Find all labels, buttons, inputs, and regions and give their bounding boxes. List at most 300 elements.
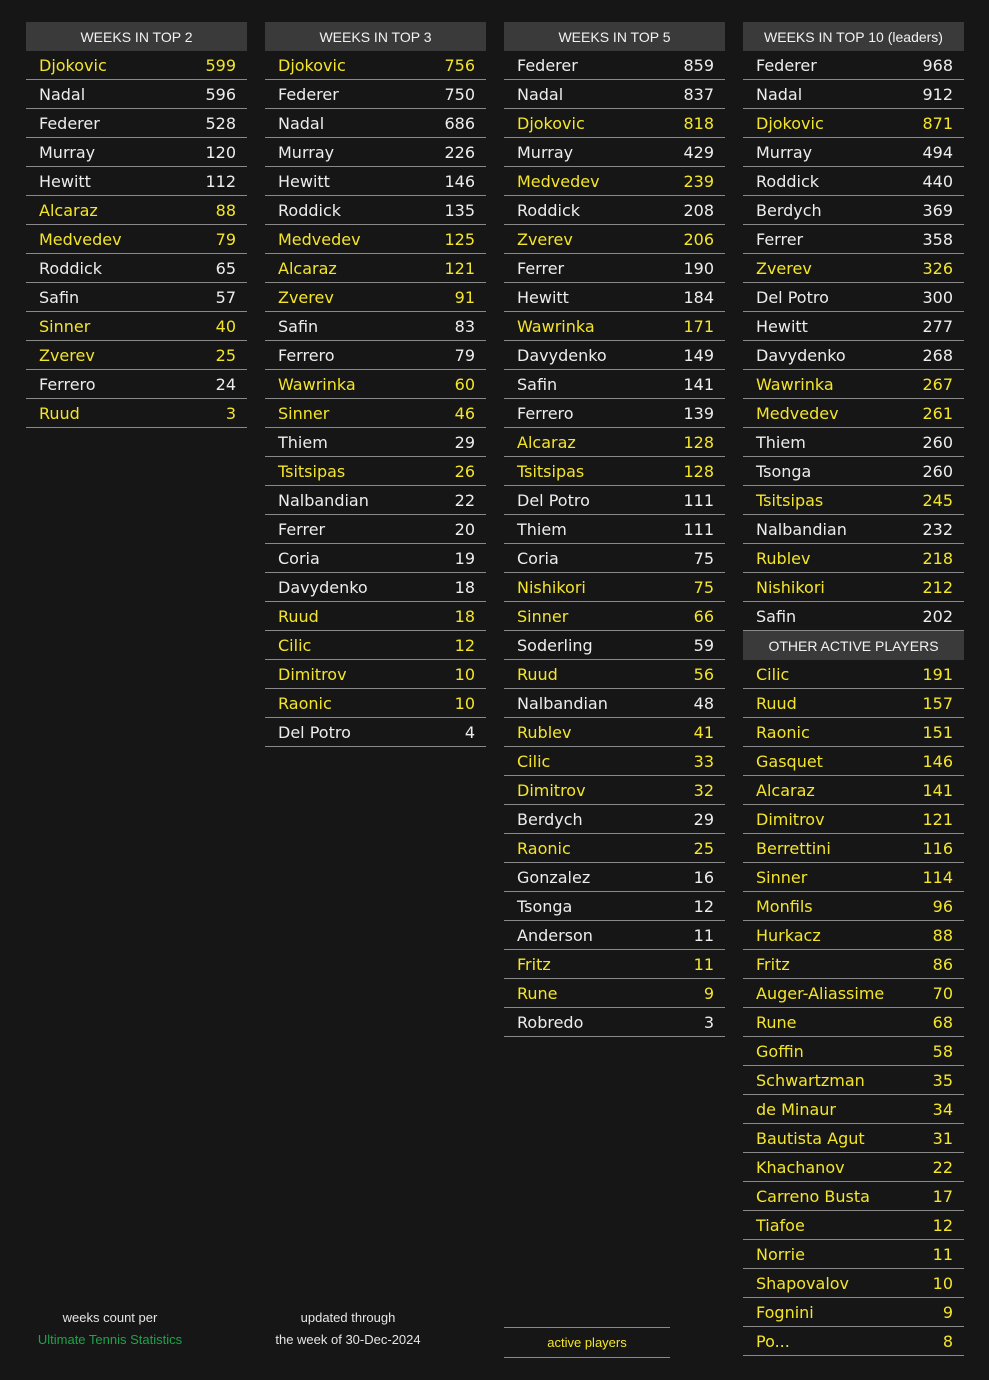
table-row (504, 515, 725, 544)
weeks-count: 9 (703, 983, 714, 1003)
table-row (743, 892, 964, 921)
player-name: Hewitt (517, 287, 569, 307)
weeks-count: 226 (444, 142, 475, 162)
weeks-count: 818 (683, 113, 714, 133)
table-row (504, 341, 725, 370)
player-name: Berdych (756, 200, 822, 220)
weeks-count: 300 (922, 287, 953, 307)
weeks-count: 22 (932, 1157, 953, 1177)
table-row (265, 689, 486, 718)
table-row (743, 602, 964, 631)
table-row (743, 1298, 964, 1327)
table-row (504, 834, 725, 863)
weeks-count: 239 (683, 171, 714, 191)
updated-line1: updated through (300, 1310, 396, 1325)
player-name: Po... (756, 1331, 790, 1351)
weeks-count: 22 (454, 490, 475, 510)
weeks-count: 139 (683, 403, 714, 423)
player-name: Goffin (756, 1041, 804, 1061)
player-name: Murray (517, 142, 574, 162)
weeks-count: 60 (454, 374, 475, 394)
weeks-count: 88 (215, 200, 236, 220)
table-row (743, 1037, 964, 1066)
top10-table (743, 22, 964, 1356)
player-name: Robredo (517, 1012, 584, 1032)
weeks-count: 86 (932, 954, 953, 974)
table-row (265, 718, 486, 747)
weeks-count: 33 (693, 751, 714, 771)
weeks-count: 88 (932, 925, 953, 945)
player-name: Ruud (517, 664, 558, 684)
weeks-count: 59 (693, 635, 714, 655)
weeks-count: 267 (922, 374, 953, 394)
weeks-count: 17 (932, 1186, 953, 1206)
table-row (743, 457, 964, 486)
player-name: Fritz (756, 954, 790, 974)
table-row (504, 950, 725, 979)
player-name: Murray (756, 142, 813, 162)
weeks-count: 35 (932, 1070, 953, 1090)
weeks-count: 79 (454, 345, 475, 365)
weeks-count: 494 (922, 142, 953, 162)
weeks-count: 29 (454, 432, 475, 452)
table-row (504, 631, 725, 660)
top3-header: WEEKS IN TOP 3 (265, 22, 486, 51)
table-row (504, 660, 725, 689)
table-row (265, 51, 486, 80)
weeks-count: 326 (922, 258, 953, 278)
player-name: Djokovic (278, 55, 346, 75)
player-name: Thiem (517, 519, 567, 539)
weeks-count: 191 (922, 664, 953, 684)
player-name: Raonic (517, 838, 571, 858)
player-name: Coria (278, 548, 320, 568)
table-row (26, 109, 247, 138)
table-row (743, 167, 964, 196)
top5-header: WEEKS IN TOP 5 (504, 22, 725, 51)
table-row (265, 80, 486, 109)
weeks-count: 599 (205, 55, 236, 75)
player-name: Federer (278, 84, 339, 104)
player-name: Dimitrov (278, 664, 347, 684)
table-row (504, 428, 725, 457)
table-row (265, 428, 486, 457)
weeks-count: 8 (942, 1331, 953, 1351)
player-name: Nalbandian (278, 490, 369, 510)
weeks-count: 120 (205, 142, 236, 162)
weeks-count: 65 (215, 258, 236, 278)
player-name: Ferrero (517, 403, 574, 423)
table-row (265, 138, 486, 167)
player-name: Zverev (517, 229, 573, 249)
table-row (743, 950, 964, 979)
player-name: Davydenko (278, 577, 368, 597)
table-row (743, 689, 964, 718)
source-link[interactable]: Ultimate Tennis Statistics (37, 1332, 183, 1347)
player-name: Alcaraz (517, 432, 576, 452)
player-name: Soderling (517, 635, 593, 655)
player-name: Rune (756, 1012, 797, 1032)
table-row (504, 573, 725, 602)
weeks-count: 128 (683, 432, 714, 452)
player-name: Nadal (39, 84, 86, 104)
player-name: Del Potro (278, 722, 351, 742)
table-row (26, 399, 247, 428)
player-name: Wawrinka (756, 374, 834, 394)
table-row (743, 544, 964, 573)
player-name: Medvedev (756, 403, 839, 423)
player-name: Nadal (278, 113, 325, 133)
table-row (265, 573, 486, 602)
player-name: Anderson (517, 925, 593, 945)
weeks-count: 277 (922, 316, 953, 336)
weeks-count: 70 (932, 983, 953, 1003)
player-name: Thiem (756, 432, 806, 452)
table-row (743, 341, 964, 370)
table-row (504, 892, 725, 921)
table-row (743, 80, 964, 109)
weeks-count: 260 (922, 461, 953, 481)
player-name: Nadal (756, 84, 803, 104)
weeks-count: 111 (683, 490, 714, 510)
weeks-count: 66 (693, 606, 714, 626)
player-name: Rune (517, 983, 558, 1003)
top3-rows (265, 51, 486, 747)
weeks-count: 24 (215, 374, 236, 394)
table-row (26, 196, 247, 225)
player-name: Fritz (517, 954, 551, 974)
weeks-count: 3 (703, 1012, 714, 1032)
player-name: Norrie (756, 1244, 805, 1264)
weeks-count: 31 (932, 1128, 953, 1148)
weeks-count: 32 (693, 780, 714, 800)
player-name: Wawrinka (278, 374, 356, 394)
table-row (743, 51, 964, 80)
player-name: Federer (756, 55, 817, 75)
table-row (743, 486, 964, 515)
table-row (265, 254, 486, 283)
weeks-count: 151 (922, 722, 953, 742)
table-row (265, 370, 486, 399)
weeks-count: 79 (215, 229, 236, 249)
table-row (504, 399, 725, 428)
weeks-count: 859 (683, 55, 714, 75)
weeks-count: 750 (444, 84, 475, 104)
weeks-count: 135 (444, 200, 475, 220)
player-name: Ruud (39, 403, 80, 423)
table-row (743, 1095, 964, 1124)
weeks-count: 4 (464, 722, 475, 742)
table-row (504, 225, 725, 254)
weeks-count: 149 (683, 345, 714, 365)
player-name: Medvedev (278, 229, 361, 249)
player-name: Del Potro (517, 490, 590, 510)
weeks-count: 141 (683, 374, 714, 394)
weeks-count: 440 (922, 171, 953, 191)
table-row (265, 225, 486, 254)
weeks-count: 146 (922, 751, 953, 771)
weeks-count: 128 (683, 461, 714, 481)
weeks-count: 48 (693, 693, 714, 713)
player-name: Murray (39, 142, 96, 162)
weeks-count: 157 (922, 693, 953, 713)
table-row (743, 428, 964, 457)
player-name: Monfils (756, 896, 813, 916)
weeks-count: 11 (693, 925, 714, 945)
player-name: Sinner (517, 606, 569, 626)
player-name: Ruud (278, 606, 319, 626)
weeks-count: 837 (683, 84, 714, 104)
table-row (26, 167, 247, 196)
table-row (504, 776, 725, 805)
updated-note (265, 1310, 431, 1347)
weeks-count: 218 (922, 548, 953, 568)
weeks-count: 18 (454, 577, 475, 597)
weeks-count: 125 (444, 229, 475, 249)
table-row (26, 138, 247, 167)
weeks-count: 29 (693, 809, 714, 829)
player-name: Zverev (756, 258, 812, 278)
weeks-count: 111 (683, 519, 714, 539)
weeks-count: 3 (225, 403, 236, 423)
player-name: Safin (39, 287, 80, 307)
player-name: Nishikori (756, 577, 825, 597)
weeks-count: 121 (444, 258, 475, 278)
weeks-count: 68 (932, 1012, 953, 1032)
player-name: Nalbandian (756, 519, 847, 539)
player-name: Ferrero (39, 374, 96, 394)
player-name: Schwartzman (756, 1070, 865, 1090)
weeks-count: 56 (693, 664, 714, 684)
weeks-count: 11 (932, 1244, 953, 1264)
player-name: Cilic (278, 635, 312, 655)
table-row (743, 1269, 964, 1298)
table-row (504, 979, 725, 1008)
table-row (504, 718, 725, 747)
player-name: Alcaraz (278, 258, 337, 278)
player-name: Safin (756, 606, 797, 626)
player-name: Sinner (39, 316, 91, 336)
player-name: Zverev (278, 287, 334, 307)
top2-table (26, 22, 247, 428)
table-row (504, 602, 725, 631)
table-row (504, 312, 725, 341)
table-row (504, 167, 725, 196)
table-row (743, 312, 964, 341)
player-name: Thiem (278, 432, 328, 452)
weeks-count: 75 (693, 577, 714, 597)
top5-table (504, 22, 725, 1037)
player-name: Hurkacz (756, 925, 821, 945)
player-name: Davydenko (517, 345, 607, 365)
table-row (26, 51, 247, 80)
table-row (743, 1124, 964, 1153)
table-row (743, 196, 964, 225)
weeks-count: 268 (922, 345, 953, 365)
table-row (743, 1327, 964, 1356)
weeks-count: 871 (922, 113, 953, 133)
player-name: Tsonga (756, 461, 812, 481)
player-name: Dimitrov (756, 809, 825, 829)
weeks-count: 358 (922, 229, 953, 249)
player-name: Safin (517, 374, 558, 394)
weeks-count: 190 (683, 258, 714, 278)
others-header: OTHER ACTIVE PLAYERS (743, 631, 964, 660)
table-row (743, 109, 964, 138)
weeks-count: 121 (922, 809, 953, 829)
player-name: Raonic (278, 693, 332, 713)
weeks-count: 202 (922, 606, 953, 626)
weeks-count: 25 (215, 345, 236, 365)
table-row (265, 399, 486, 428)
player-name: Roddick (756, 171, 820, 191)
player-name: Ferrer (278, 519, 326, 539)
weeks-count: 34 (932, 1099, 953, 1119)
table-row (265, 631, 486, 660)
table-row (265, 109, 486, 138)
table-row (743, 1008, 964, 1037)
weeks-count: 46 (454, 403, 475, 423)
table-row (743, 1153, 964, 1182)
weeks-count: 756 (444, 55, 475, 75)
weeks-count: 75 (693, 548, 714, 568)
player-name: Tsitsipas (278, 461, 346, 481)
player-name: Del Potro (756, 287, 829, 307)
table-row (26, 225, 247, 254)
table-row (743, 515, 964, 544)
table-row (504, 457, 725, 486)
table-row (504, 196, 725, 225)
player-name: Tsitsipas (517, 461, 585, 481)
table-row (743, 718, 964, 747)
weeks-count: 208 (683, 200, 714, 220)
player-name: Dimitrov (517, 780, 586, 800)
table-row (504, 138, 725, 167)
player-name: Medvedev (517, 171, 600, 191)
player-name: de Minaur (756, 1099, 836, 1119)
player-name: Zverev (39, 345, 95, 365)
table-row (743, 1211, 964, 1240)
table-row (265, 167, 486, 196)
table-row (504, 51, 725, 80)
player-name: Nalbandian (517, 693, 608, 713)
table-row (743, 1182, 964, 1211)
weeks-count: 596 (205, 84, 236, 104)
player-name: Ruud (756, 693, 797, 713)
table-row (504, 254, 725, 283)
weeks-count: 261 (922, 403, 953, 423)
table-row (265, 544, 486, 573)
weeks-count: 206 (683, 229, 714, 249)
table-row (504, 370, 725, 399)
weeks-count: 57 (215, 287, 236, 307)
player-name: Cilic (517, 751, 551, 771)
player-name: Ferrer (756, 229, 804, 249)
table-row (504, 921, 725, 950)
weeks-count: 12 (693, 896, 714, 916)
player-name: Djokovic (756, 113, 824, 133)
player-name: Nishikori (517, 577, 586, 597)
weeks-count: 16 (693, 867, 714, 887)
table-row (743, 573, 964, 602)
table-row (743, 399, 964, 428)
table-row (743, 1066, 964, 1095)
player-name: Berrettini (756, 838, 831, 858)
weeks-count: 20 (454, 519, 475, 539)
source-note (26, 1310, 194, 1347)
player-name: Khachanov (756, 1157, 845, 1177)
weeks-count: 116 (922, 838, 953, 858)
player-name: Roddick (39, 258, 103, 278)
top10-rows (743, 51, 964, 631)
player-name: Djokovic (517, 113, 585, 133)
weeks-count: 184 (683, 287, 714, 307)
player-name: Auger-Aliassime (756, 983, 885, 1003)
active-players-legend: active players (504, 1327, 670, 1358)
weeks-count: 12 (454, 635, 475, 655)
weeks-count: 212 (922, 577, 953, 597)
player-name: Gonzalez (517, 867, 591, 887)
table-row (26, 254, 247, 283)
table-row (504, 486, 725, 515)
table-row (504, 805, 725, 834)
player-name: Coria (517, 548, 559, 568)
weeks-count: 10 (454, 664, 475, 684)
table-row (743, 254, 964, 283)
player-name: Djokovic (39, 55, 107, 75)
table-row (743, 805, 964, 834)
weeks-count: 912 (922, 84, 953, 104)
table-row (743, 660, 964, 689)
weeks-count: 429 (683, 142, 714, 162)
weeks-count: 18 (454, 606, 475, 626)
table-row (26, 312, 247, 341)
player-name: Gasquet (756, 751, 823, 771)
player-name: Carreno Busta (756, 1186, 870, 1206)
player-name: Bautista Agut (756, 1128, 865, 1148)
player-name: Medvedev (39, 229, 122, 249)
weeks-count: 968 (922, 55, 953, 75)
weeks-count: 9 (942, 1302, 953, 1322)
player-name: Ferrer (517, 258, 565, 278)
table-row (743, 979, 964, 1008)
top2-header: WEEKS IN TOP 2 (26, 22, 247, 51)
player-name: Sinner (278, 403, 330, 423)
weeks-count: 245 (922, 490, 953, 510)
table-row (265, 196, 486, 225)
table-row (265, 602, 486, 631)
player-name: Tsitsipas (756, 490, 824, 510)
top2-rows (26, 51, 247, 428)
weeks-count: 146 (444, 171, 475, 191)
weeks-count: 41 (693, 722, 714, 742)
weeks-count: 686 (444, 113, 475, 133)
player-name: Ferrero (278, 345, 335, 365)
weeks-count: 260 (922, 432, 953, 452)
player-name: Tiafoe (756, 1215, 805, 1235)
player-name: Berdych (517, 809, 583, 829)
player-name: Alcaraz (39, 200, 98, 220)
table-row (504, 109, 725, 138)
weeks-count: 25 (693, 838, 714, 858)
table-row (504, 544, 725, 573)
table-row (265, 515, 486, 544)
weeks-count: 19 (454, 548, 475, 568)
player-name: Federer (39, 113, 100, 133)
weeks-count: 10 (454, 693, 475, 713)
table-row (265, 486, 486, 515)
table-row (504, 863, 725, 892)
